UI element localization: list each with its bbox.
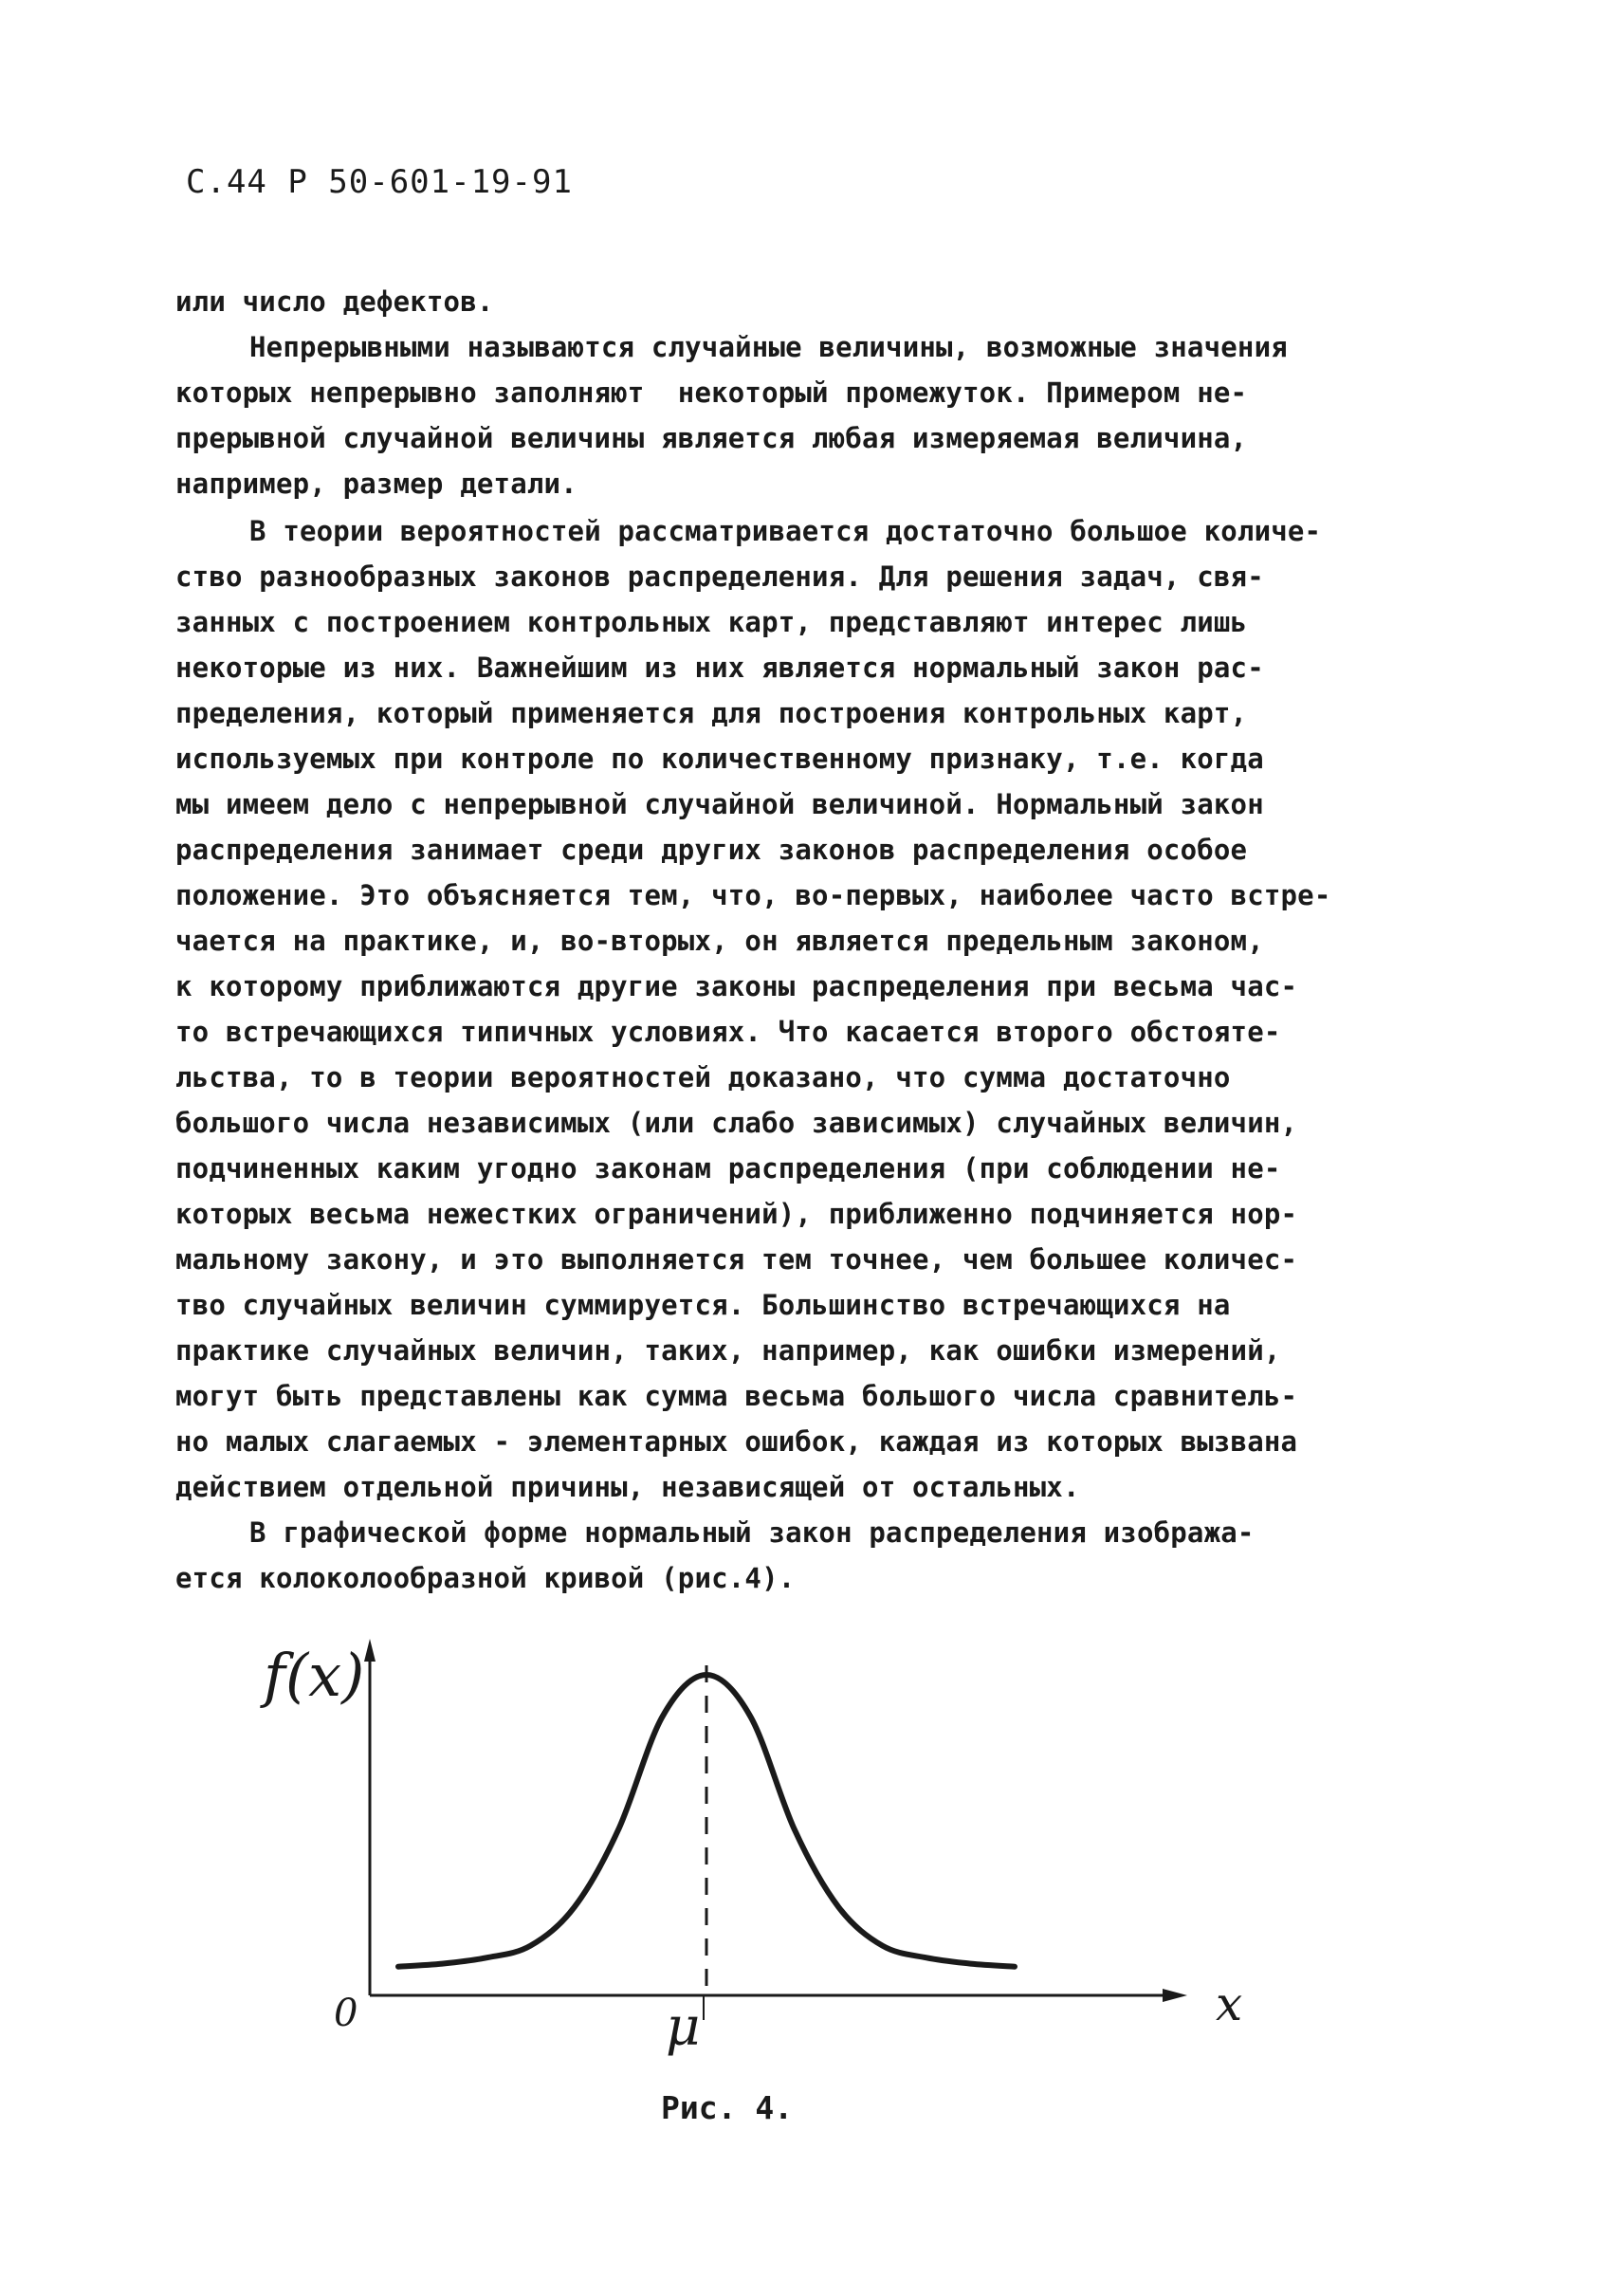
body-line: или число дефектов.: [175, 285, 494, 318]
body-line: практике случайных величин, таких, например, как ошибки измерений,: [175, 1334, 1281, 1367]
body-line: подчиненных каким угодно законам распределения (при соблюдении не-: [175, 1152, 1281, 1185]
body-line: положение. Это объясняется тем, что, во-первых, наиболее часто встре-: [175, 879, 1331, 911]
body-line: ство разнообразных законов распределения. Для решения задач, свя-: [175, 560, 1264, 593]
body-line: прерывной случайной величины является любая измеряемая величина,: [175, 422, 1248, 454]
origin-label: 0: [334, 1992, 358, 2035]
body-line: некоторые из них. Важнейшим из них является нормальный закон рас-: [175, 652, 1264, 684]
body-line: пределения, который применяется для построения контрольных карт,: [175, 697, 1248, 729]
body-line: мальному закону, и это выполняется тем точнее, чем большее количес-: [175, 1243, 1298, 1276]
body-line: например, размер детали.: [175, 468, 577, 500]
body-line: Непрерывными называются случайные величины, возможные значения: [249, 331, 1288, 363]
x-axis-arrow-icon: [1163, 1989, 1187, 2002]
normal-distribution-figure: [247, 1612, 1271, 2105]
body-line: которых весьма нежестких ограничений), приближенно подчиняется нор-: [175, 1198, 1298, 1230]
figure-plot: [247, 1612, 1271, 2105]
y-axis-arrow-icon: [364, 1639, 376, 1662]
body-line: мы имеем дело с непрерывной случайной величиной. Нормальный закон: [175, 788, 1264, 820]
body-line: занных с построением контрольных карт, представляют интерес лишь: [175, 606, 1248, 638]
body-line: тво случайных величин суммируется. Большинство встречающихся на: [175, 1289, 1231, 1321]
body-line: действием отдельной причины, независящей от остальных.: [175, 1471, 1080, 1503]
body-line: могут быть представлены как сумма весьма большого числа сравнитель-: [175, 1380, 1298, 1412]
body-line: льства, то в теории вероятностей доказано, что сумма достаточно: [175, 1061, 1231, 1093]
body-line: распределения занимает среди других законов распределения особое: [175, 834, 1248, 866]
body-line: к которому приближаются другие законы распределения при весьма час-: [175, 970, 1298, 1002]
figure-caption: Рис. 4.: [661, 2089, 794, 2126]
mean-label: μ: [666, 1996, 701, 2058]
body-line: чается на практике, и, во-вторых, он является предельным законом,: [175, 925, 1264, 957]
body-line: В графической форме нормальный закон распределения изобража-: [249, 1516, 1255, 1549]
x-axis-label: x: [1216, 1976, 1243, 2031]
body-line: ется колоколообразной кривой (рис.4).: [175, 1562, 796, 1594]
figure-axes: [364, 1639, 1187, 2002]
body-line: большого числа независимых (или слабо зависимых) случайных величин,: [175, 1107, 1298, 1139]
body-line: используемых при контроле по количественному признаку, т.е. когда: [175, 743, 1264, 775]
page-reference-header: С.44 Р 50-601-19-91: [186, 163, 573, 201]
body-line: то встречающихся типичных условиях. Что касается второго обстояте-: [175, 1016, 1281, 1048]
body-line: В теории вероятностей рассматривается достаточно большое количе-: [249, 515, 1322, 547]
y-axis-label: f(x): [264, 1641, 365, 1710]
body-line: но малых слагаемых - элементарных ошибок, каждая из которых вызвана: [175, 1425, 1298, 1458]
body-line: которых непрерывно заполняют некоторый промежуток. Примером не-: [175, 377, 1248, 409]
